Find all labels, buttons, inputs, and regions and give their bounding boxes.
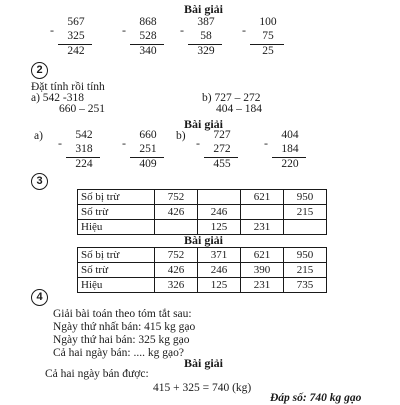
subtrahend: 184 [281, 143, 299, 155]
table-row [78, 278, 327, 293]
row-label: Số trừ [78, 205, 155, 220]
final-answer: Đáp số: 740 kg gạo [270, 392, 362, 404]
difference: 220 [281, 158, 299, 170]
table-cell: 231 [241, 220, 284, 235]
subtrahend: 325 [67, 30, 85, 42]
row-label: Số trừ [78, 263, 155, 278]
table-cell: 246 [198, 205, 241, 220]
minus-sign: - [180, 23, 184, 37]
difference: 409 [139, 158, 157, 170]
table-cell [198, 190, 241, 205]
table-row [78, 205, 327, 220]
section1-heading: Bài giải [184, 2, 224, 16]
exercise-2-b-line1: b) 727 – 272 [202, 92, 261, 104]
minuend: 660 [139, 129, 157, 141]
subtraction-1-4 [242, 17, 284, 67]
table-cell [241, 205, 284, 220]
difference: 340 [139, 45, 157, 57]
table-cell: 125 [198, 278, 241, 293]
subtrahend: 272 [213, 143, 231, 155]
row-label: Số bị trừ [78, 190, 155, 205]
table-cell: 950 [284, 248, 327, 263]
minuend: 404 [281, 129, 299, 141]
exercise-4-line2: Ngày thứ hai bán: 325 kg gạo [53, 334, 190, 346]
minus-sign: - [122, 23, 126, 37]
table-cell: 231 [241, 278, 284, 293]
difference: 242 [67, 45, 85, 57]
minus-sign: - [196, 136, 200, 150]
exercise-4-line3: Cả hai ngày bán: .... kg gạo? [53, 347, 184, 359]
table-cell: 735 [284, 278, 327, 293]
table-cell: 390 [241, 263, 284, 278]
table-row [78, 248, 327, 263]
minus-sign: - [122, 136, 126, 150]
table-cell: 246 [198, 263, 241, 278]
minuend: 567 [67, 16, 85, 28]
label-b: b) [176, 130, 186, 142]
difference: 455 [213, 158, 231, 170]
table-cell [284, 220, 327, 235]
table-row [78, 190, 327, 205]
table-cell: 621 [241, 190, 284, 205]
minuend: 868 [139, 16, 157, 28]
minus-sign: - [242, 23, 246, 37]
table-cell: 426 [155, 205, 198, 220]
subtraction-1-2 [122, 17, 164, 67]
table-cell: 621 [241, 248, 284, 263]
table-cell: 215 [284, 205, 327, 220]
minus-sign: - [58, 136, 62, 150]
table-cell: 950 [284, 190, 327, 205]
table-cell: 371 [198, 248, 241, 263]
exercise-2-b-line2: 404 – 184 [216, 103, 262, 115]
exercise-2-instruction: Đặt tính rồi tính [31, 81, 105, 93]
solution-calculation: 415 + 325 = 740 (kg) [153, 382, 252, 394]
exercise-number-3: 3 [31, 173, 48, 190]
section3-heading: Bài giải [184, 233, 224, 247]
subtraction-2-1 [58, 130, 100, 180]
table-problem [77, 189, 327, 235]
subtraction-2-4 [264, 130, 306, 180]
subtrahend: 251 [139, 143, 157, 155]
section4-heading: Bài giải [184, 356, 224, 370]
minus-sign: - [264, 136, 268, 150]
table-row [78, 263, 327, 278]
table-cell: 215 [284, 263, 327, 278]
row-label: Số bị trừ [78, 248, 155, 263]
minuend: 387 [197, 16, 215, 28]
subtraction-1-3 [180, 17, 222, 67]
exercise-2-a-line1: a) 542 -318 [31, 92, 85, 104]
table-cell: 426 [155, 263, 198, 278]
difference: 224 [75, 158, 93, 170]
difference: 25 [262, 45, 274, 57]
subtraction-1-1 [50, 17, 92, 67]
subtrahend: 318 [75, 143, 93, 155]
subtrahend: 75 [262, 30, 274, 42]
minuend: 542 [75, 129, 93, 141]
table-cell: 752 [155, 248, 198, 263]
minus-sign: - [50, 23, 54, 37]
subtraction-2-3 [196, 130, 238, 180]
label-a: a) [34, 130, 43, 142]
row-label: Hiệu [78, 220, 155, 235]
exercise-4-line1: Ngày thứ nhất bán: 415 kg gạo [53, 321, 196, 333]
exercise-4-prompt: Giải bài toán theo tóm tắt sau: [53, 308, 192, 320]
subtrahend: 58 [200, 30, 212, 42]
difference: 329 [197, 45, 215, 57]
table-answer [77, 247, 327, 293]
minuend: 100 [259, 16, 277, 28]
table-cell: 125 [198, 220, 241, 235]
exercise-number-4: 4 [31, 289, 48, 306]
table-cell: 752 [155, 190, 198, 205]
section2-heading: Bài giải [184, 117, 224, 131]
minuend: 727 [213, 129, 231, 141]
exercise-number-2: 2 [31, 62, 48, 79]
subtrahend: 528 [139, 30, 157, 42]
row-label: Hiệu [78, 278, 155, 293]
solution-intro: Cả hai ngày bán được: [45, 368, 149, 380]
table-cell: 326 [155, 278, 198, 293]
subtraction-2-2 [122, 130, 164, 180]
exercise-2-a-line2: 660 – 251 [59, 103, 105, 115]
